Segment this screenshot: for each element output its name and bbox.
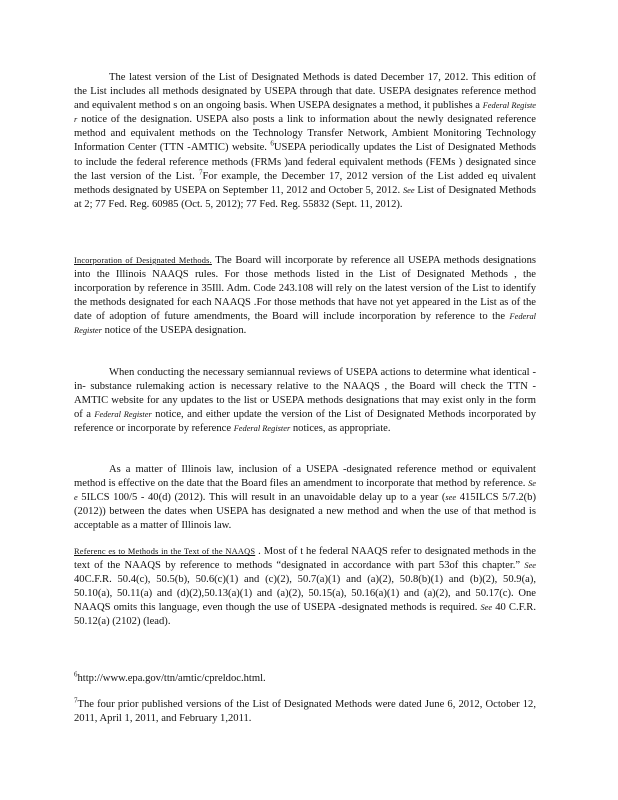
footnote-text: http://www.epa.gov/ttn/amtic/cpreldoc.html. [77, 673, 266, 684]
text: notice of the USEPA designation. [101, 325, 247, 337]
footnote-text: The four prior published versions of the List of Designated Methods were dated June 6, 2012, October 12, 2011, April 1, 2011, and February 1,2011. [74, 699, 536, 725]
italic-citation: Federal Register [233, 424, 291, 434]
italic-see: see [445, 493, 457, 503]
text: List of Designated Methods at 2; 77 Fed. Reg. 60985 (Oct. 5, 2012); 77 Fed. Reg. 55832 (Sept. 11, 2012). [74, 184, 536, 210]
italic-citation: Federal Register [74, 312, 536, 336]
text: notices, as appropriate. [290, 423, 391, 435]
text: notice of the designation. USEPA also posts a link to information about the newly designated reference method and equivalent methods on the Technology Transfer Network, Ambient Monitoring Technology Information Center (TTN -AMTIC) website. [74, 114, 536, 154]
footnote-number: 6 [74, 670, 78, 679]
text: 415ILCS 5/7.2(b) (2012)) between the dates when USEPA has designated a new method and when the use of that method is acceptable as a matter of Illinois law. [74, 492, 536, 532]
paragraph-list-version [74, 71, 536, 212]
paragraph-references-to-methods [74, 545, 536, 630]
text: 40 C.F.R. 50.12(a) (2102) (lead). [74, 602, 536, 628]
footnote-6 [74, 672, 536, 686]
text: The latest version of the List of Designated Methods is dated December 17, 2012. This edition of the List includes all methods designated by USEPA through that date. USEPA designates reference method and equivalent method s on an ongoing basis. When USEPA designates a method, it publishes a [74, 72, 536, 112]
text: The Board will incorporate by reference all USEPA methods designations into the Illinois NAAQS rules. For those methods listed in the List of Designated Methods , the incorporation by reference in 35Ill. Adm. Code 243.108 will rely on the latest version of the List to identify the methods designated for each NAAQS .For those methods that have not yet appeared in the List as of the date of adoption of future amendments, the Board will include incorporation by reference to the [74, 255, 536, 323]
italic-citation: Federal Register [94, 410, 152, 420]
text: 5ILCS 100/5 - 40(d) (2012). This will result in an unavoidable delay up to a year ( [77, 492, 446, 504]
text: 40C.F.R. 50.4(c), 50.5(b), 50.6(c)(1) and (c)(2), 50.7(a)(1) and (a)(2), 50.8(b)(1) and (b)(2), 50.9(a), 50.10(a), 50.11(a) and (d)(2),50.13(a)(1) and (a)(2), 50.15(a), 50.16(a)(1) and (a)(2), and 50.17(c). One NAAQS omits this language, even though the use of USEPA -designated methods is required. [74, 574, 536, 614]
footnote-number: 7 [74, 696, 78, 705]
text: For example, the December 17, 2012 version of the List added eq uivalent methods designated by USEPA on September 11, 2012 and October 5, 2012. [74, 170, 536, 196]
paragraph-semiannual-review [74, 366, 536, 436]
italic-see: See [524, 561, 536, 571]
section-heading-incorporation: Incorporation of Designated Methods. [74, 256, 212, 265]
footnote-ref-7: 7 [199, 168, 203, 177]
italic-see: See [402, 185, 415, 195]
text: When conducting the necessary semiannual reviews of USEPA actions to determine what identical -in- substance rulemaking action is necessary relative to the NAAQS , the Board will check the TTN -AMTIC website for any updates to the list or USEPA methods designations that may exist only in the form of a [74, 367, 536, 421]
italic-see: Se e [74, 479, 536, 503]
text: notice, and either update the version of the List of Designated Methods incorporated by reference or incorporate by reference [74, 409, 537, 435]
italic-citation: Federal Registe r [74, 101, 536, 125]
text: As a matter of Illinois law, inclusion of a USEPA -designated reference method or equivalent method is effective on the date that the Board files an amendment to incorporate that method by reference. [74, 464, 536, 490]
italic-see: See [480, 603, 493, 613]
text: . Most of t he federal NAAQS refer to designated methods in the text of the NAAQS by reference to methods “designated in accordance with part 53of this chapter.” [74, 546, 536, 572]
section-heading-references: Referenc es to Methods in the Text of the NAAQS [74, 547, 256, 556]
paragraph-illinois-law [74, 463, 536, 533]
footnote-ref-6: 6 [270, 139, 274, 148]
footnote-7 [74, 698, 536, 726]
paragraph-incorporation [74, 254, 536, 339]
text: USEPA periodically updates the List of Designated Methods to include the federal reference methods (FRMs )and federal equivalent methods (FEMs ) designated since the last version of the List. [74, 142, 536, 182]
